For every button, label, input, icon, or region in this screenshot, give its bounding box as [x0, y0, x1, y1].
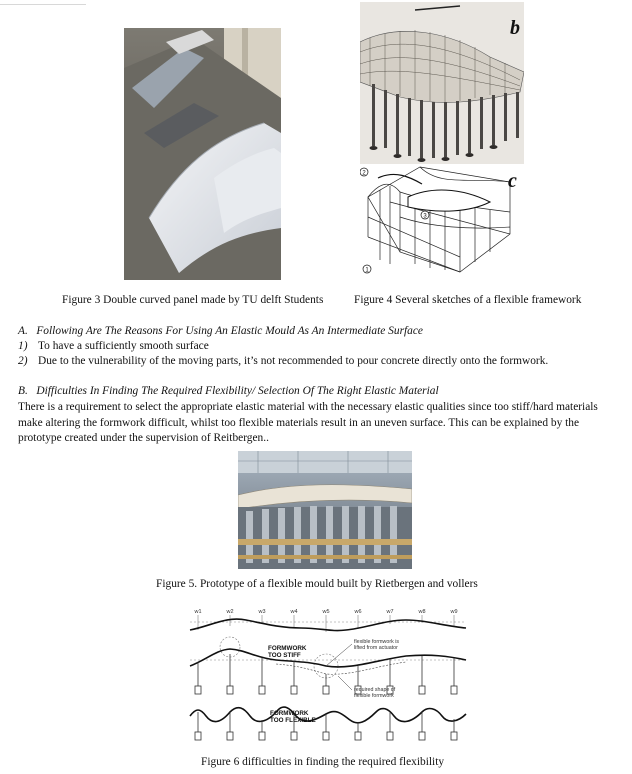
w-label-1: w1: [194, 609, 202, 615]
w-label-3: w3: [258, 609, 266, 615]
figure-3-caption: Figure 3 Double curved panel made by TU delft Students: [62, 294, 324, 306]
note-lifted-line-2: lifted from actuator: [354, 645, 398, 651]
note-lifted-line-1: flexible formwork is: [354, 639, 400, 645]
flex-label-line-1: FORMWORK: [270, 710, 309, 717]
stiff-label-line-2: TOO STIFF: [268, 652, 301, 659]
figure-4-image: [360, 2, 524, 282]
figure-5-caption: Figure 5. Prototype of a flexible mould built by Rietbergen and vollers: [156, 578, 478, 590]
w-label-8: w8: [418, 609, 426, 615]
figure-3-photo: [124, 28, 281, 280]
figure-4-label-b: b: [510, 17, 520, 39]
section-b-paragraph: There is a requirement to select the appropriate elastic material with the necessary elastic qualities since too stiff/hard materials make altering the formwork difficult, whilst too flexible materials result in an uneven surface. This can be explained by the prototype created under the supervision of Reitbergen..: [18, 401, 598, 445]
note-required-line-2: flexible formwork: [354, 693, 394, 699]
figure-5-photo: [238, 451, 412, 569]
w-label-4: w4: [290, 609, 298, 615]
section-a-item-2-text: Due to the vulnerability of the moving parts, it’s not recommended to pour concrete directly onto the formwork.: [38, 355, 549, 367]
figure-4-caption: Figure 4 Several sketches of a flexible framework: [354, 294, 582, 306]
section-a-item-1-num: 1): [18, 340, 28, 352]
figure-6-diagram: [186, 604, 470, 748]
w-label-7: w7: [386, 609, 394, 615]
top-rule: [0, 4, 86, 5]
callout-2: 2: [362, 170, 366, 177]
section-a-heading: A. Following Are The Reasons For Using An Elastic Mould As An Intermediate Surface: [18, 325, 423, 337]
section-a-item-2-num: 2): [18, 355, 28, 367]
figure-4-label-c: c: [508, 170, 517, 192]
section-b-heading: B. Difficulties In Finding The Required Flexibility/ Selection Of The Right Elastic Material: [18, 385, 439, 397]
w-label-5: w5: [322, 609, 330, 615]
w-label-2: w2: [226, 609, 234, 615]
note-required-line-1: required shape of: [354, 687, 396, 693]
section-a-item-1-text: To have a sufficiently smooth surface: [38, 340, 209, 352]
figure-6-caption: Figure 6 difficulties in finding the required flexibility: [201, 756, 445, 768]
w-label-6: w6: [354, 609, 362, 615]
flex-label-line-2: TOO FLEXIBLE: [270, 717, 316, 724]
stiff-label-line-1: FORMWORK: [268, 645, 307, 652]
callout-1: 1: [365, 267, 369, 274]
callout-3: 3: [423, 213, 427, 220]
w-label-9: w9: [450, 609, 458, 615]
